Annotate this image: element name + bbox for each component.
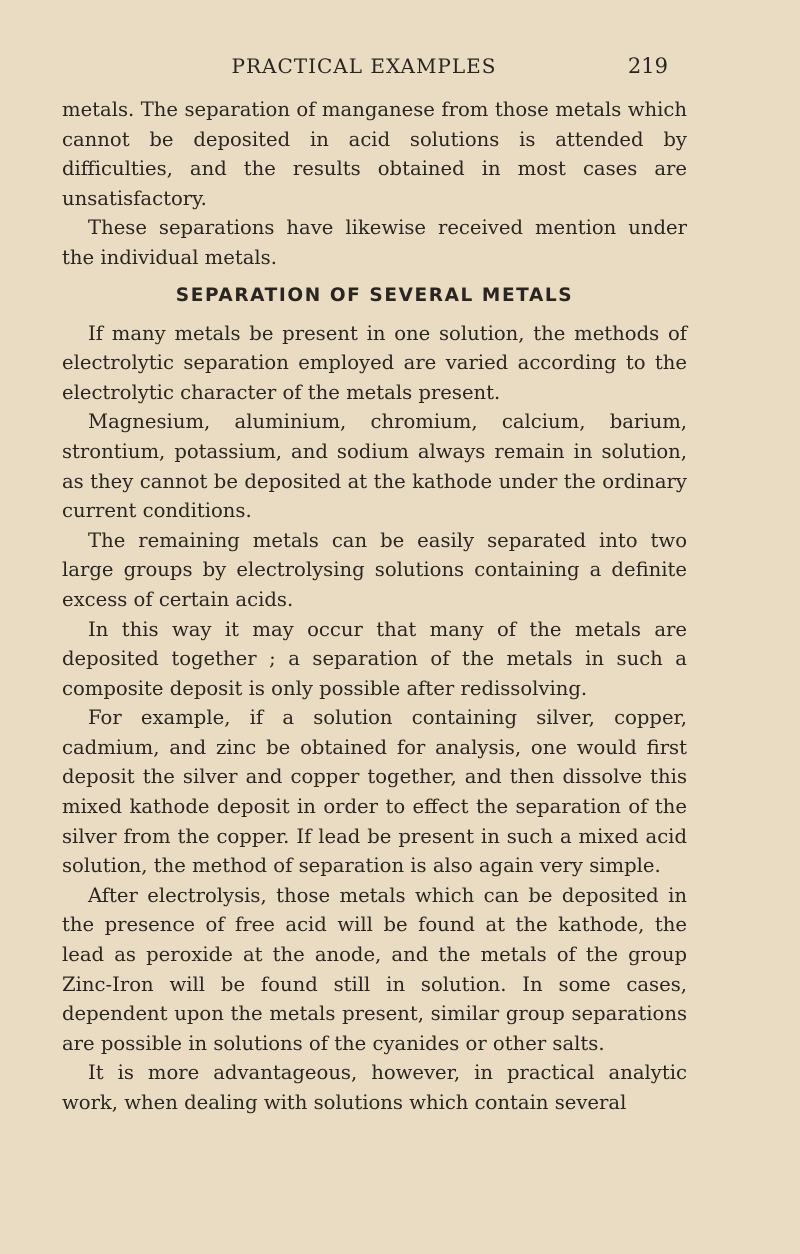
paragraph: If many metals be present in one solution, the methods of electrolytic separation employed are varied according to the electrolytic character of the metals present. <box>62 321 687 404</box>
body-text <box>62 95 687 1118</box>
paragraph: In this way it may occur that many of the metals are deposited together ; a separation of the metals in such a composite deposit is only possible after redissolving. <box>62 617 687 700</box>
paragraph: It is more advantageous, however, in practical analytic work, when dealing with solutions which contain several <box>62 1061 687 1114</box>
running-title: PRACTICAL EXAMPLES <box>231 54 497 78</box>
paragraph-continuation: metals. The separation of manganese from those metals which cannot be deposited in acid solutions is attended by difficulties, and the results obtained in most cases are unsatisfactory. <box>62 98 687 210</box>
paragraph: Magnesium, aluminium, chromium, calcium, barium, strontium, potassium, and sodium always remain in solution, as they cannot be deposited at the kathode under the ordinary current conditions. <box>62 410 687 523</box>
paragraph: After electrolysis, those metals which can be deposited in the presence of free acid will be found at the kathode, the lead as peroxide at the anode, and the metals of the group Zinc-Iron will be found still in solution. In some cases, dependent upon the metals present, similar group separations are possible in solutions of the cyanides or other salts. <box>62 883 687 1055</box>
paragraph: These separations have likewise received mention under the individual metals. <box>62 216 687 269</box>
section-heading: SEPARATION OF SEVERAL METALS <box>175 284 574 306</box>
page-number: 219 <box>627 54 668 78</box>
paragraph: For example, if a solution containing silver, copper, cadmium, and zinc be obtained for analysis, one would first deposit the silver and copper together, and then dissolve this mixed kathode deposit in order to effect the separation of the silver from the copper. If lead be present in such a mixed acid solution, the method of separation is also again very simple. <box>62 706 687 878</box>
running-head <box>60 44 668 84</box>
paragraph: The remaining metals can be easily separated into two large groups by electrolysing solutions containing a definite excess of certain acids. <box>62 528 687 611</box>
